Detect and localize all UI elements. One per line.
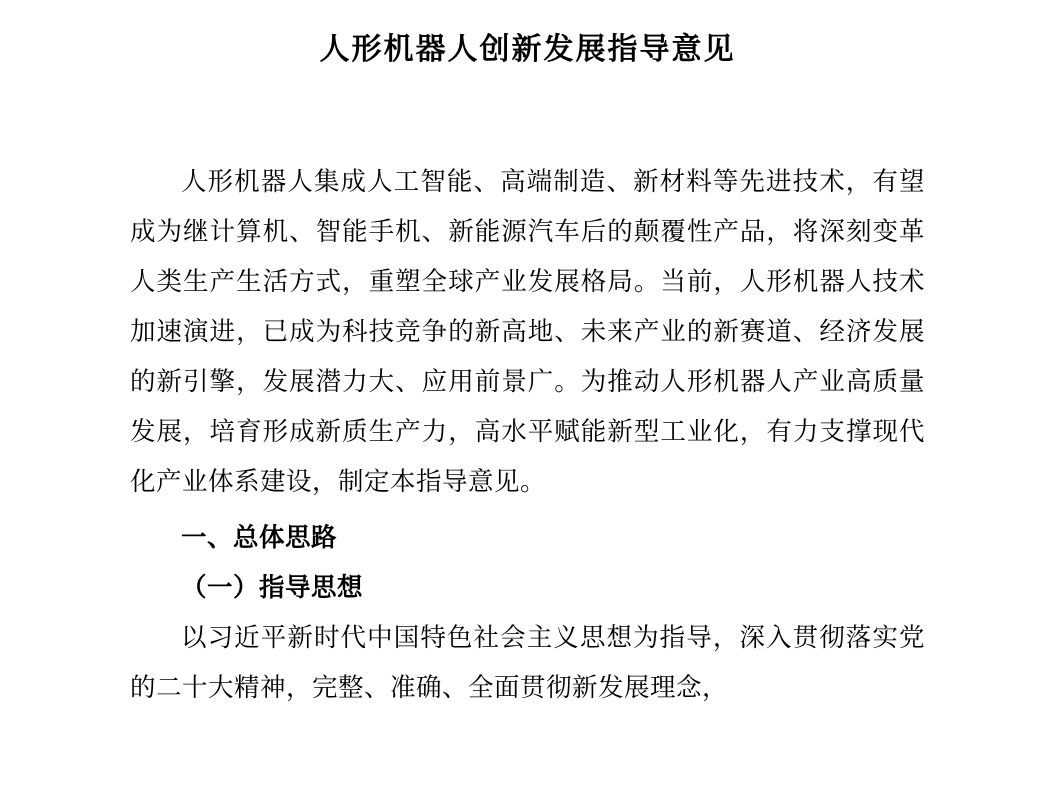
document-body — [130, 69, 925, 713]
paragraph-intro: 人形机器人集成人工智能、高端制造、新材料等先进技术，有望成为继计算机、智能手机、新能源汽车后的颠覆性产品，将深刻变革人类生产生活方式，重塑全球产业发展格局。当前，人形机器人技术加速演进，已成为科技竞争的新高地、未来产业的新赛道、经济发展的新引擎，发展潜力大、应用前景广。为推动人形机器人产业高质量发展，培育形成新质生产力，高水平赋能新型工业化，有力支撑现代化产业体系建设，制定本指导意见。 — [130, 167, 925, 497]
paragraph-guiding-ideology: 以习近平新时代中国特色社会主义思想为指导，深入贯彻落实党的二十大精神，完整、准确、全面贯彻新发展理念， — [130, 623, 925, 703]
subsection-heading-guiding-ideology: （一）指导思想 — [181, 573, 364, 603]
section-heading-overall-approach: 一、总体思路 — [181, 523, 338, 553]
page-title: 人形机器人创新发展指导意见 — [319, 32, 736, 67]
